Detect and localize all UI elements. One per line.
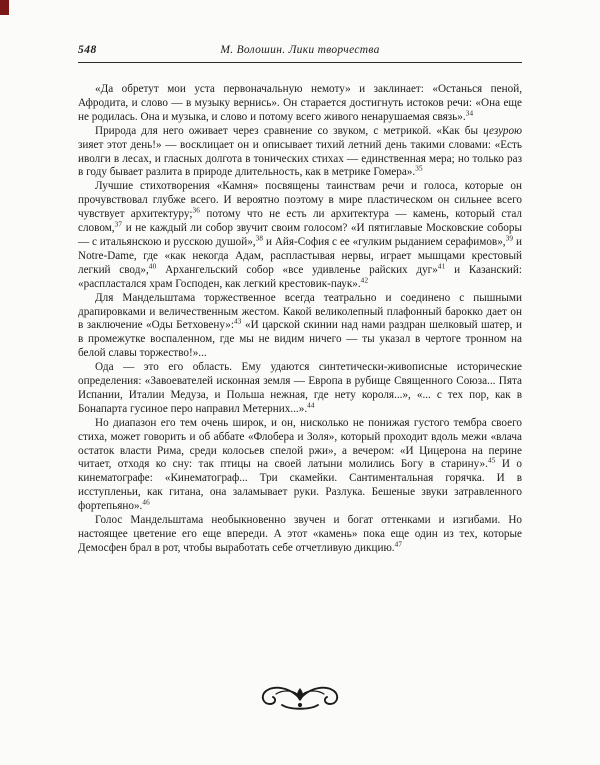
ornament-container <box>0 682 600 719</box>
footnote-ref: 34 <box>465 109 474 118</box>
text-run: Архангельский собор «все удивленье райских дуг» <box>156 263 438 276</box>
text-run: потому что не есть ли архитектура — камень, который стал словом, <box>78 208 522 235</box>
footnote-ref: 38 <box>255 234 264 243</box>
paragraph <box>78 514 522 556</box>
floral-vignette-icon <box>252 682 348 714</box>
paragraph <box>78 83 522 125</box>
corner-mark <box>0 0 9 15</box>
paragraph <box>78 125 522 181</box>
text-run: «И царской скинии над нами раздран шелковый шатер, и в промежутке воспаленном, где мы не видим ничего — ты указал в чертоге тронном на белой славы торжество!»... <box>78 319 522 360</box>
footnote-ref: 42 <box>360 275 369 284</box>
footnote-ref: 46 <box>142 498 150 507</box>
footnote-ref: 47 <box>394 540 403 549</box>
footnote-ref: 43 <box>233 317 242 326</box>
text-run: и Айя-София с ее «гулким рыданием серафимов», <box>263 235 506 248</box>
running-title: М. Волошин. Лики творчества <box>220 44 380 56</box>
text-run: Для Мандельштама торжественное всегда театрально и соединено с пышными драпировками и величественным жестом. Какой великолепный плафонный барокко дает он в заключение «Оды Бетховену»: <box>78 291 522 332</box>
text-run: зияет этот день!» — восклицает он и описывает тихий летний день такими словами: «Есть иволги в лесах, и гласных долгота в тонических стихах — единственная мера; но только раз в году бывает разлита в природе длительность, как в метрике Гомера». <box>78 138 522 179</box>
footnote-ref: 37 <box>114 220 123 229</box>
text-run: Лучшие стихотворения «Камня» посвящены таинствам речи и голоса, которые он прочувствовал глубже всего. И вероятно поэтому в мире пластическом он сильнее всего чувствует архитектуру; <box>78 180 522 221</box>
text-run: Ода — это его область. Ему удаются синтетически-живописные исторические определения: «Завоевателей исконная земля — Европа в рубище Священного Союза... Пята Испании, Италии Медуза, и Польша нежная, где нету короля...», «... с тех пор, как в Бонапарта гусиное перо направил Метерних...». <box>78 361 522 415</box>
footnote-ref: 45 <box>487 456 496 465</box>
page-header <box>78 44 522 63</box>
text-run: Голос Мандельштама необыкновенно звучен и богат оттенками и изгибами. Но настоящее цветение его еще впереди. А этот «камень» пока еще один из тех, которые Демосфен брал в рот, чтобы выработать себе отчетливую дикцию. <box>78 514 522 554</box>
footnote-ref: 36 <box>192 206 201 215</box>
text-run: и Notre-Dame, где «как некогда Адам, распластывая нервы, играет мышцами крестовый легкий свод», <box>78 235 522 276</box>
page-number: 548 <box>78 44 97 56</box>
footnote-ref: 35 <box>415 164 423 173</box>
text-run: «Да обретут мои уста первоначальную немоту» и заклинает: «Останься пеной, Афродита, и слово — в музыку вернись». Он старается достигнуть истоков речи: «Она еще не родилась. Она и музыка, и слово и потому всего живого ненарушаемая связь». <box>78 83 522 123</box>
footnote-ref: 44 <box>307 401 315 410</box>
text-run: и не каждый ли собор звучит своим голосом? «И пятиглавые Московские соборы — с итальянскою и русскою душой», <box>78 222 522 248</box>
text-run: Природа для него оживает через сравнение со звуком, с метрикой. «Как бы <box>95 124 484 137</box>
text-run: И о кинематографе: «Кинематограф... Три скамейки. Сантиментальная горячка. И в исступленьи, как гитана, она заламывает руки. Разлука. Бешеные звуки затравленного фортепьяно». <box>78 458 522 513</box>
footnote-ref: 40 <box>148 262 157 271</box>
paragraph <box>78 292 522 362</box>
footnote-ref: 41 <box>437 262 446 271</box>
text-run: Но диапазон его тем очень широк, и он, нисколько не понижая густого тембра своего стиха, может говорить и об аббате «Флобера и Золя», который проходит вдоль межи «влача остаток власти Рима, среди колосьев спелой ржи», а вечером: «И Цицерона на перине читает, отходя ко сну: так птицы на своей латыни молились Богу в старину». <box>78 416 522 471</box>
text-run: цезурою <box>483 124 522 137</box>
paragraph <box>78 361 522 417</box>
footnote-ref: 39 <box>505 234 514 243</box>
body-paragraphs <box>78 83 522 556</box>
paragraph <box>78 417 522 514</box>
paragraph <box>78 180 522 291</box>
header-rule <box>78 62 522 63</box>
text-run: и Казанский: «распластался храм Господен, как легкий крестовик-паук». <box>78 263 522 290</box>
